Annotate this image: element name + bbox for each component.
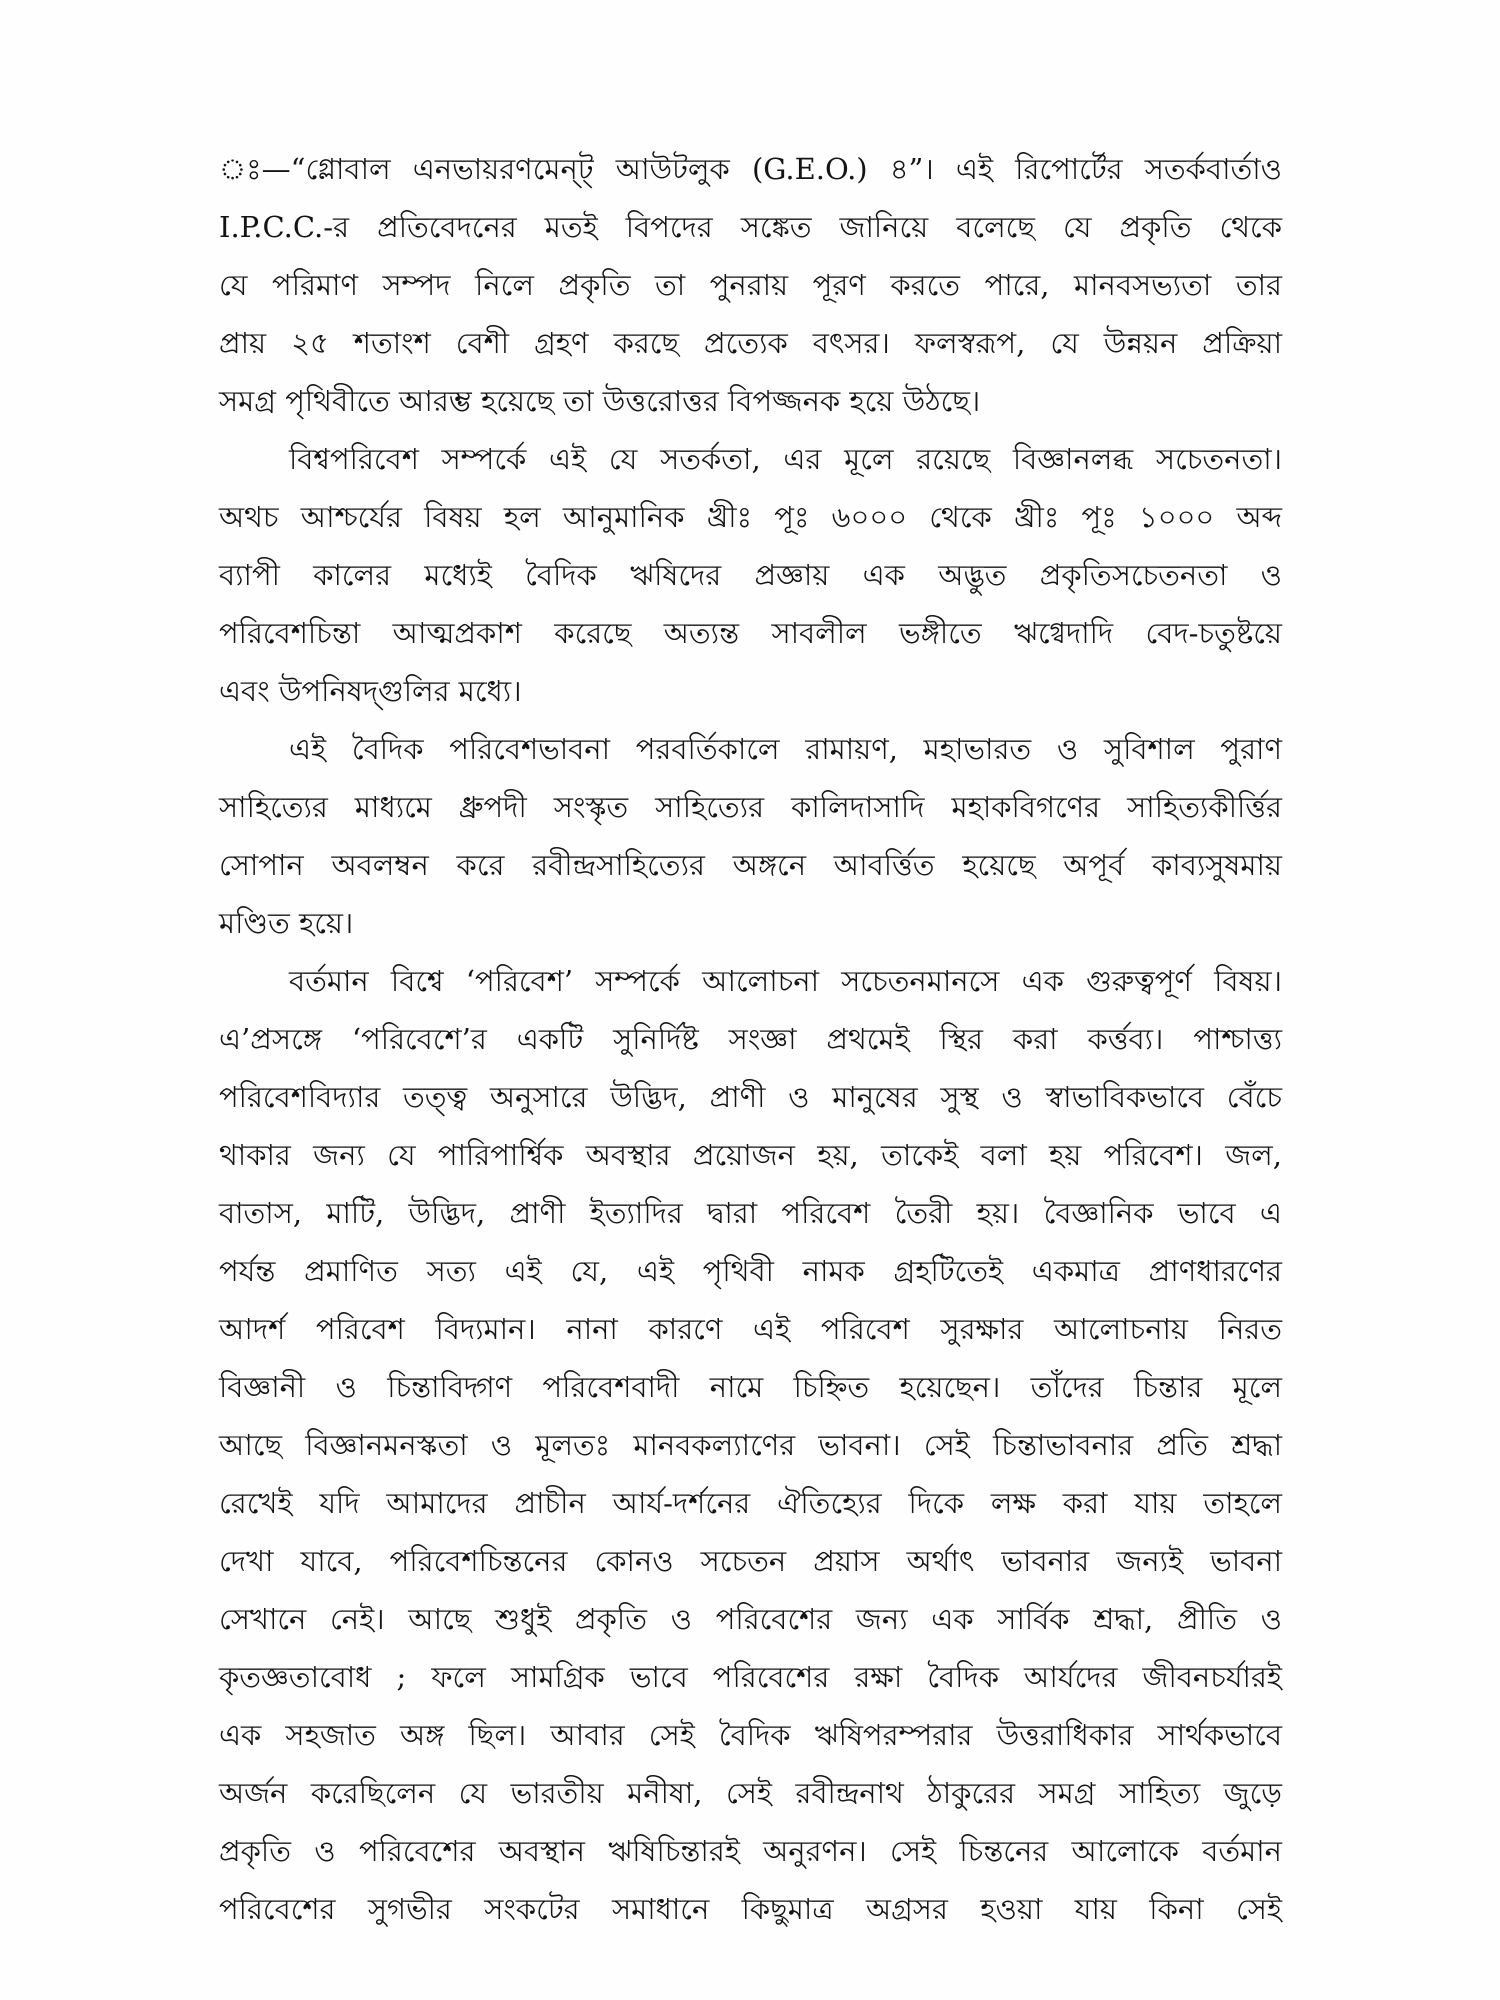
text-line: দেখা যাবে, পরিবেশচিন্তনের কোনও সচেতন প্রয়াস অর্থাৎ ভাবনার জন্যই ভাবনা <box>219 1544 1282 1578</box>
text-line: থাকার জন্য যে পারিপার্শ্বিক অবস্থার প্রয়োজন হয়, তাকেই বলা হয় পরিবেশ। জল, <box>219 1138 1282 1172</box>
paragraph <box>219 952 1282 1938</box>
text-line: সোপান অবলম্বন করে রবীন্দ্রসাহিত্যের অঙ্গনে আবর্ত্তিত হয়েছে অপূর্ব কাব্যসুষমায় <box>219 848 1282 882</box>
text-line: ঃ—“গ্লোবাল এনভায়রণমেন্ট্ আউটলুক (G.E.O.) ৪”। এই রিপোর্টের সতর্কবার্তাও <box>219 152 1282 186</box>
text-line: পরিবেশের সুগভীর সংকটের সমাধানে কিছুমাত্র অগ্রসর হওয়া যায় কিনা সেই <box>219 1892 1282 1926</box>
paragraph <box>219 430 1282 720</box>
text-line: রেখেই যদি আমাদের প্রাচীন আর্য-দর্শনের ঐতিহ্যের দিকে লক্ষ করা যায় তাহলে <box>219 1486 1282 1520</box>
text-line: সাহিত্যের মাধ্যমে ধ্রুপদী সংস্কৃত সাহিত্যের কালিদাসাদি মহাকবিগণের সাহিত্যকীর্ত্তির <box>219 790 1282 824</box>
text-line: বিশ্বপরিবেশ সম্পর্কে এই যে সতর্কতা, এর মূলে রয়েছে বিজ্ঞানলব্ধ সচেতনতা। <box>289 442 1282 476</box>
text-line: বিজ্ঞানী ও চিন্তাবিদ্গণ পরিবেশবাদী নামে চিহ্নিত হয়েছেন। তাঁদের চিন্তার মূলে <box>219 1370 1282 1404</box>
text-line: পরিবেশচিন্তা আত্মপ্রকাশ করেছে অত্যন্ত সাবলীল ভঙ্গীতে ঋগ্বেদাদি বেদ-চতুষ্টয়ে <box>219 616 1282 650</box>
text-line: বর্তমান বিশ্বে ‘পরিবেশ’ সম্পর্কে আলোচনা সচেতনমানসে এক গুরুত্বপূর্ণ বিষয়। <box>289 964 1282 998</box>
text-line: পর্যন্ত প্রমাণিত সত্য এই যে, এই পৃথিবী নামক গ্রহটিতেই একমাত্র প্রাণধারণের <box>219 1254 1282 1288</box>
paragraph <box>219 140 1282 430</box>
text-line: অথচ আশ্চর্যের বিষয় হল আনুমানিক খ্রীঃ পূঃ ৬০০০ থেকে খ্রীঃ পূঃ ১০০০ অব্দ <box>219 500 1282 534</box>
body-text <box>219 140 1282 1938</box>
text-line: সমগ্র পৃথিবীতে আরম্ভ হয়েছে তা উত্তরোত্তর বিপজ্জনক হয়ে উঠছে। <box>219 384 981 418</box>
text-line: অর্জন করেছিলেন যে ভারতীয় মনীষা, সেই রবীন্দ্রনাথ ঠাকুরের সমগ্র সাহিত্য জুড়ে <box>219 1776 1282 1810</box>
text-line: এক সহজাত অঙ্গ ছিল। আবার সেই বৈদিক ঋষিপরম্পরার উত্তরাধিকার সার্থকভাবে <box>219 1718 1282 1752</box>
text-line: সেখানে নেই। আছে শুধুই প্রকৃতি ও পরিবেশের জন্য এক সার্বিক শ্রদ্ধা, প্রীতি ও <box>219 1602 1282 1636</box>
text-line: কৃতজ্ঞতাবোধ ; ফলে সামগ্রিক ভাবে পরিবেশের রক্ষা বৈদিক আর্যদের জীবনচর্যারই <box>219 1660 1282 1694</box>
text-line: বাতাস, মাটি, উদ্ভিদ, প্রাণী ইত্যাদির দ্বারা পরিবেশ তৈরী হয়। বৈজ্ঞানিক ভাবে এ <box>219 1196 1282 1230</box>
text-line: I.P.C.C.-র প্রতিবেদনের মতই বিপদের সঙ্কেত জানিয়ে বলেছে যে প্রকৃতি থেকে <box>219 210 1282 244</box>
text-line: ব্যাপী কালের মধ্যেই বৈদিক ঋষিদের প্রজ্ঞায় এক অদ্ভুত প্রকৃতিসচেতনতা ও <box>219 558 1282 592</box>
text-line: এবং উপনিষদ্গুলির মধ্যে। <box>219 674 522 708</box>
text-line: পরিবেশবিদ্যার তত্ত্ব অনুসারে উদ্ভিদ, প্রাণী ও মানুষের সুস্থ ও স্বাভাবিকভাবে বেঁচে <box>219 1080 1282 1114</box>
text-line: প্রকৃতি ও পরিবেশের অবস্থান ঋষিচিন্তারই অনুরণন। সেই চিন্তনের আলোকে বর্তমান <box>219 1834 1282 1868</box>
text-line: আছে বিজ্ঞানমনস্কতা ও মূলতঃ মানবকল্যাণের ভাবনা। সেই চিন্তাভাবনার প্রতি শ্রদ্ধা <box>219 1428 1282 1462</box>
text-line: মণ্ডিত হয়ে। <box>219 906 354 940</box>
text-line: এ’প্রসঙ্গে ‘পরিবেশে’র একটি সুনির্দিষ্ট সংজ্ঞা প্রথমেই স্থির করা কর্ত্তব্য। পাশ্চাত্ত্য <box>219 1022 1282 1056</box>
text-line: যে পরিমাণ সম্পদ নিলে প্রকৃতি তা পুনরায় পূরণ করতে পারে, মানবসভ্যতা তার <box>219 268 1282 302</box>
paragraph <box>219 720 1282 952</box>
text-line: এই বৈদিক পরিবেশভাবনা পরবর্তিকালে রামায়ণ, মহাভারত ও সুবিশাল পুরাণ <box>289 732 1282 766</box>
text-line: আদর্শ পরিবেশ বিদ্যমান। নানা কারণে এই পরিবেশ সুরক্ষার আলোচনায় নিরত <box>219 1312 1282 1346</box>
text-line: প্রায় ২৫ শতাংশ বেশী গ্রহণ করছে প্রত্যেক বৎসর। ফলস্বরূপ, যে উন্নয়ন প্রক্রিয়া <box>219 326 1282 360</box>
